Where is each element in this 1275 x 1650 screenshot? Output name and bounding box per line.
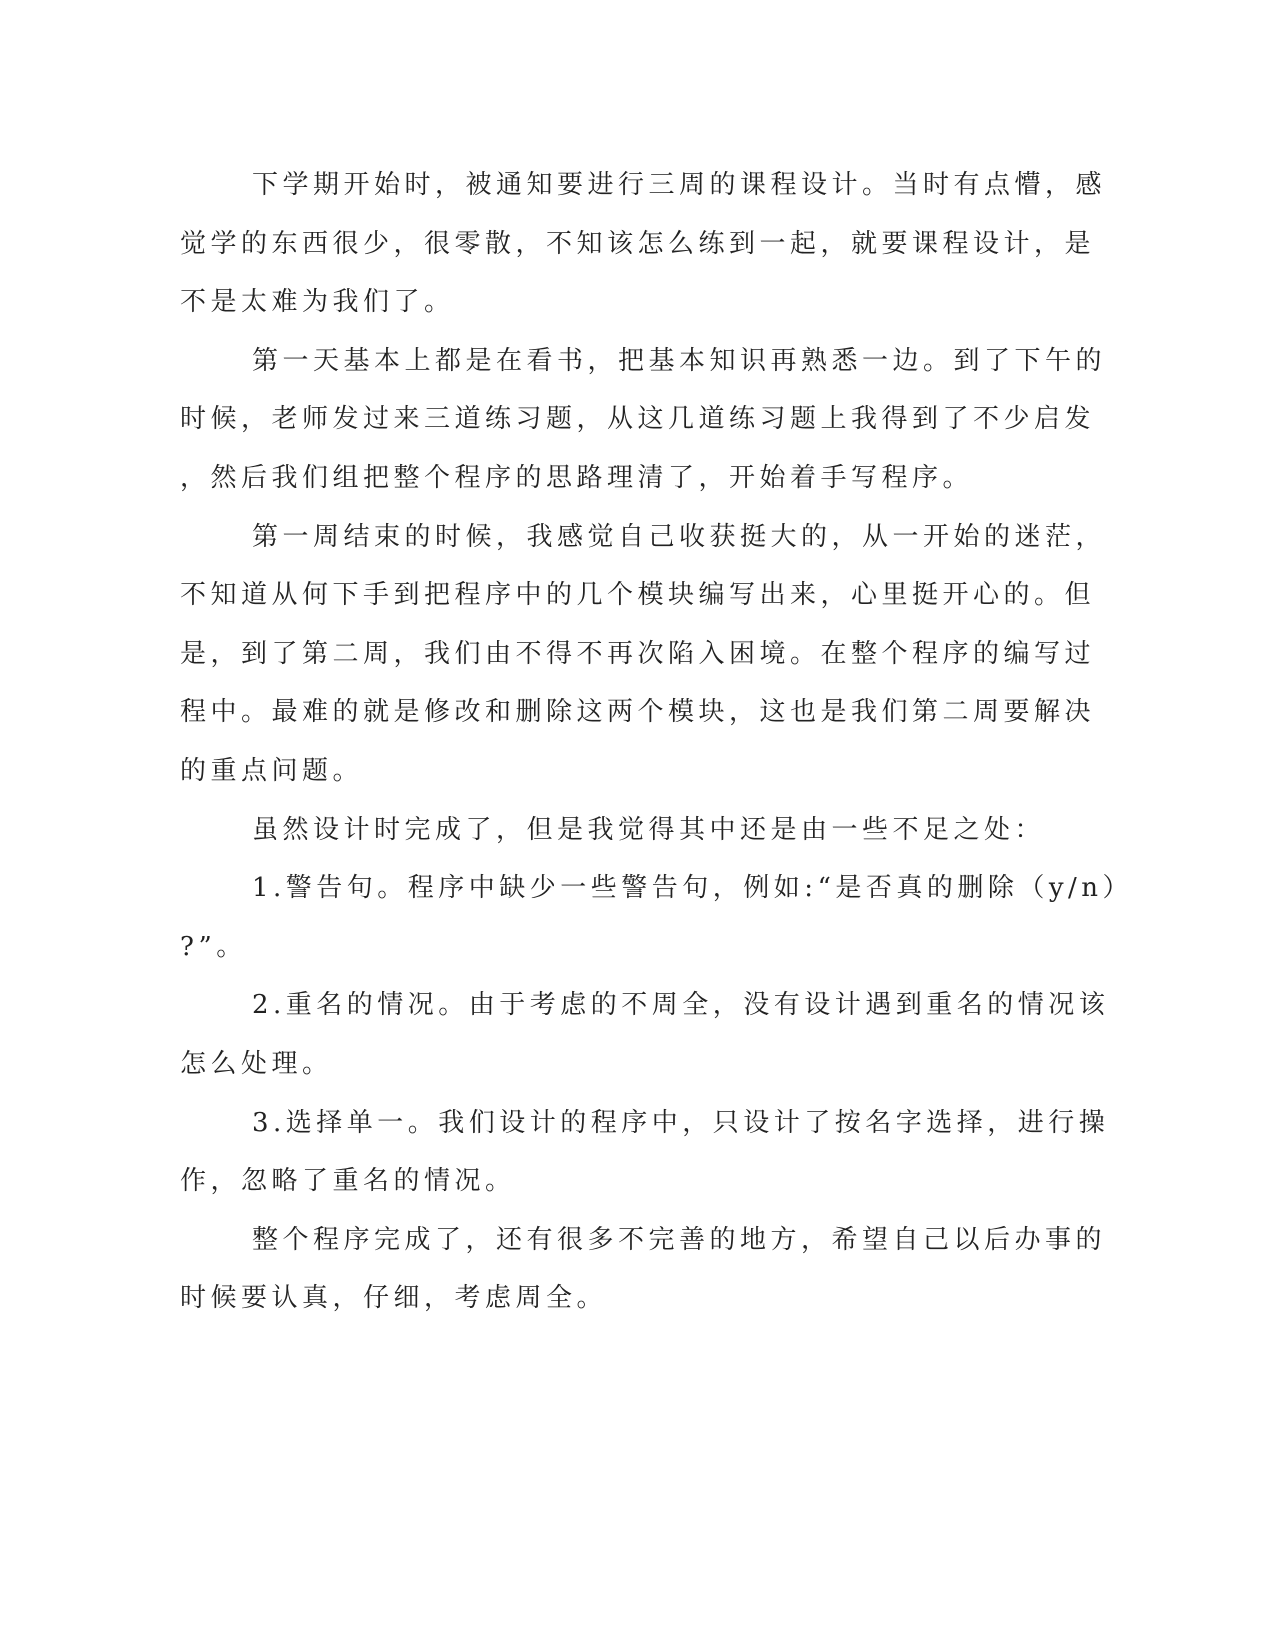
text-line: ，然后我们组把整个程序的思路理清了，开始着手写程序。 — [180, 462, 974, 493]
text-line: 怎么处理。 — [180, 1048, 333, 1079]
text-line: 3.选择单一。我们设计的程序中，只设计了按名字选择，进行操 — [252, 1107, 1110, 1138]
text-line: 时候，老师发过来三道练习题，从这几道练习题上我得到了不少启发 — [180, 404, 1096, 435]
text-line: 的重点问题。 — [180, 755, 364, 786]
text-line: 时候要认真，仔细，考虑周全。 — [180, 1283, 608, 1314]
text-line: ?”。 — [180, 931, 247, 962]
text-line: 觉学的东西很少，很零散，不知该怎么练到一起，就要课程设计，是 — [180, 228, 1096, 259]
text-line: 下学期开始时，被通知要进行三周的课程设计。当时有点懵，感 — [252, 170, 1107, 200]
text-line: 程中。最难的就是修改和删除这两个模块，这也是我们第二周要解决 — [180, 697, 1096, 728]
text-line: 不知道从何下手到把程序中的几个模块编写出来，心里挺开心的。但 — [180, 580, 1096, 611]
text-line: 虽然设计时完成了，但是我觉得其中还是由一些不足之处： — [252, 814, 1046, 845]
text-line: 是，到了第二周，我们由不得不再次陷入困境。在整个程序的编写过 — [180, 638, 1096, 669]
text-line: 作，忽略了重名的情况。 — [180, 1166, 516, 1197]
text-line: 2.重名的情况。由于考虑的不周全，没有设计遇到重名的情况该 — [252, 990, 1110, 1021]
text-line: 整个程序完成了，还有很多不完善的地方，希望自己以后办事的 — [252, 1224, 1107, 1255]
text-line: 1.警告句。程序中缺少一些警告句，例如:“是否真的删除（y/n） — [252, 873, 1134, 904]
text-line: 不是太难为我们了。 — [180, 287, 455, 318]
text-line: 第一周结束的时候，我感觉自己收获挺大的，从一开始的迷茫， — [252, 521, 1107, 552]
document-body — [180, 156, 1134, 1328]
text-line: 第一天基本上都是在看书，把基本知识再熟悉一边。到了下午的 — [252, 345, 1107, 376]
